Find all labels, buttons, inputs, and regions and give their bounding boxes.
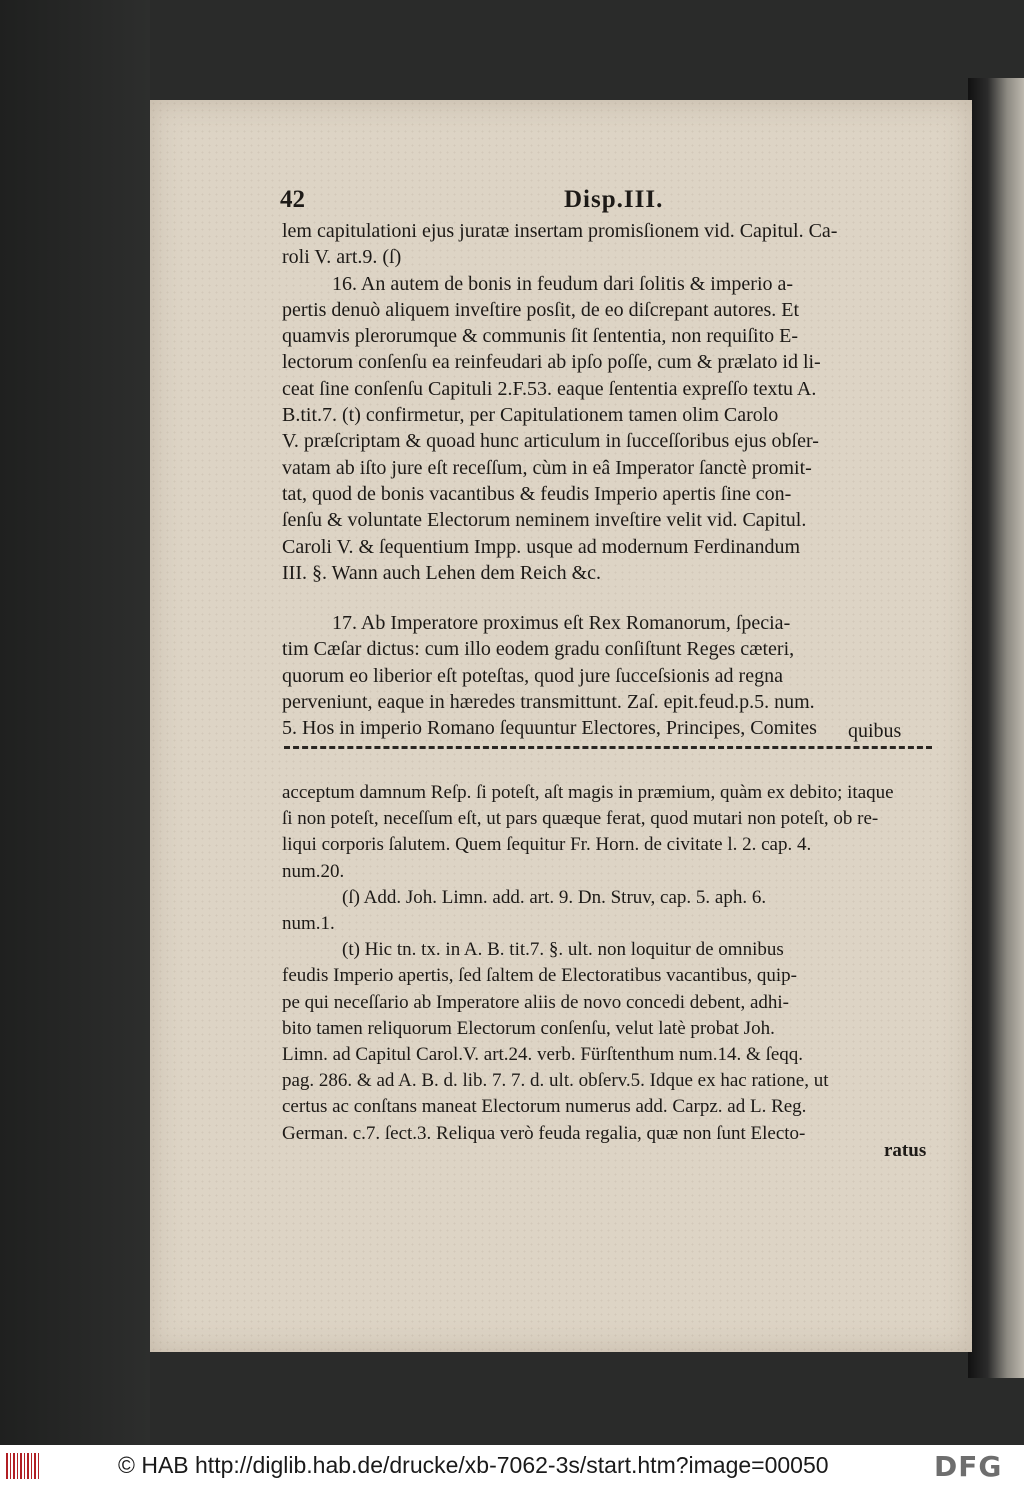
text-line: perveniunt, eaque in hæredes transmittunt. Zaſ. epit.feud.p.5. num. [282, 691, 815, 714]
text-line: tat, quod de bonis vacantibus & feudis Imperio apertis ſine con- [282, 482, 792, 505]
text-line: lectorum conſenſu ea reinfeudari ab ipſo poſſe, cum & prælato id li- [282, 351, 821, 374]
text-line: 16. An autem de bonis in feudum dari ſolitis & imperio a- [332, 272, 794, 295]
text-line: quorum eo liberior eſt poteſtas, quod jure ſucceſsionis ad regna [282, 664, 783, 687]
text-line: roli V. art.9. (ſ) [282, 246, 402, 269]
text-line: vatam ab iſto jure eſt receſſum, cùm in eâ Imperator ſanctè promit- [282, 456, 812, 479]
page-number: 42 [280, 186, 305, 213]
footnote-line: bito tamen reliquorum Electorum conſenſu, velut latè probat Joh. [282, 1017, 775, 1039]
footnote-line: pag. 286. & ad A. B. d. lib. 7. 7. d. ult. obſerv.5. Idque ex hac ratione, ut [282, 1070, 829, 1092]
text-line: ſenſu & voluntate Electorum neminem inveſtire velit vid. Capitul. [282, 509, 807, 532]
dfg-logo: DFG [934, 1450, 1003, 1483]
text-line: B.tit.7. (t) confirmetur, per Capitulationem tamen olim Carolo [282, 404, 779, 427]
text-line: 5. Hos in imperio Romano ſequuntur Electores, Principes, Comites [282, 717, 817, 740]
footnote-line: Limn. ad Capitul Carol.V. art.24. verb. Fürſtenthum num.14. & ſeqq. [282, 1044, 804, 1066]
scan-background [0, 0, 150, 1445]
footnote-line: pe qui neceſſario ab Imperatore aliis de novo concedi debent, adhi- [282, 991, 789, 1013]
footnote-line: num.20. [282, 860, 345, 882]
text-line: quamvis plerorumque & communis ſit ſententia, non requiſito E- [282, 325, 799, 348]
text-line: tim Cæſar dictus: cum illo eodem gradu conſiſtunt Reges cæteri, [282, 638, 795, 661]
catchword: quibus [848, 720, 902, 742]
main-text [282, 218, 932, 742]
footnote-line: acceptum damnum Reſp. ſi poteſt, aſt magis in præmium, quàm ex debito; itaque [282, 782, 894, 803]
text-line: Caroli V. & ſequentium Impp. usque ad modernum Ferdinandum [282, 535, 801, 558]
footnotes [282, 780, 932, 1147]
footnote-line: ſi non poteſt, neceſſum eſt, ut pars quæque ferat, quod mutari non poteſt, ob re- [282, 808, 879, 830]
running-head: Disp.III. [564, 186, 664, 213]
text-line: V. præſcriptam & quoad hunc articulum in ſucceſſoribus ejus obſer- [282, 430, 819, 453]
footnote-line: (t) Hic tn. tx. in A. B. tit.7. §. ult. non loquitur de omnibus [342, 939, 784, 961]
page-edge [968, 78, 1024, 1378]
footnote-line: liqui corporis ſalutem. Quem ſequitur Fr. Horn. de civitate l. 2. cap. 4. [282, 834, 812, 856]
barcode-icon [6, 1453, 40, 1479]
footnote-line: num.1. [282, 913, 335, 935]
footnote-line: German. c.7. ſect.3. Reliqua verò feuda regalia, quæ non ſunt Electo- [282, 1122, 806, 1144]
footnote-line: certus ac conſtans maneat Electorum numerus add. Carpz. ad L. Reg. [282, 1096, 807, 1118]
viewer-footer [0, 1445, 1024, 1486]
text-line: pertis denuò aliquem inveſtire posſit, de eo diſcrepant autores. Et [282, 298, 800, 321]
text-line: ceat ſine conſenſu Capituli 2.F.53. eaque ſententia expreſſo textu A. [282, 377, 817, 400]
text-line: lem capitulationi ejus juratæ insertam promisſionem vid. Capitul. Ca- [282, 220, 838, 242]
text-line: 17. Ab Imperatore proximus eſt Rex Romanorum, ſpecia- [332, 612, 791, 635]
text-line: III. §. Wann auch Lehen dem Reich &c. [282, 561, 602, 584]
footnote-catchword: ratus [884, 1140, 927, 1161]
footnote-line: (ſ) Add. Joh. Limn. add. art. 9. Dn. Struv, cap. 5. aph. 6. [342, 886, 767, 908]
footnote-line: feudis Imperio apertis, ſed ſaltem de Electoratibus vacantibus, quip- [282, 965, 797, 987]
footnote-divider [284, 746, 932, 749]
copyright-link[interactable]: © HAB http://diglib.hab.de/drucke/xb-7062-3s/start.htm?image=00050 [118, 1452, 829, 1478]
